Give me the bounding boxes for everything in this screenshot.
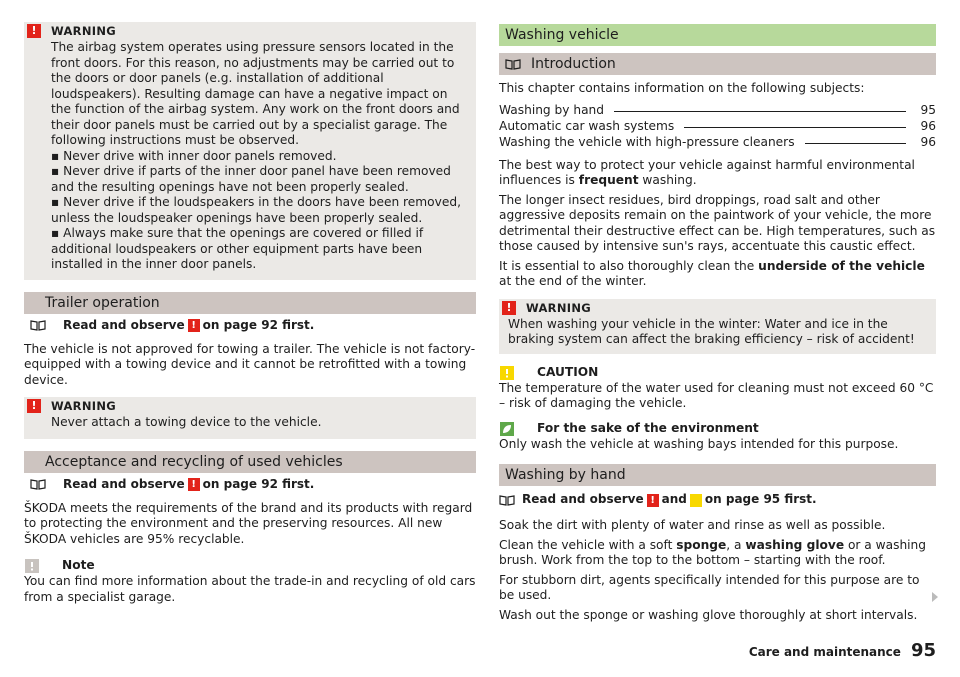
note-body: You can find more information about the trade-in and recycling of old cars from a specialist garage.	[24, 574, 476, 604]
warning-title: WARNING	[51, 24, 116, 39]
warning-title: WARNING	[526, 300, 591, 315]
toc-row[interactable]	[499, 103, 936, 119]
warning-title: WARNING	[51, 399, 116, 414]
trailer-read-observe: Read and observe ! on page 92 first.	[24, 318, 476, 334]
intro-lead: This chapter contains information on the following subjects:	[499, 81, 865, 95]
warning-body: When washing your vehicle in the winter: Water and ice in the braking system can affect the braking efficiency – risk of accident!	[508, 316, 915, 346]
toc-leader	[805, 143, 906, 144]
hand-paragraph-3: For stubborn dirt, agents specifically intended for this purpose are to be used.	[499, 572, 920, 602]
intro-heading: Introduction	[499, 53, 936, 75]
hand-read-observe: Read and observe ! and on page 95 first.	[499, 492, 936, 508]
toc-label[interactable]: Washing by hand	[499, 102, 605, 117]
continue-arrow-icon	[932, 592, 938, 602]
bullet-icon: ▪	[51, 195, 64, 209]
warning-item: ▪ Never drive if the loudspeakers in the doors have been removed, unless the loudspeaker openings have been properly sealed.	[51, 195, 461, 225]
book-icon	[499, 495, 515, 506]
trailer-heading: Trailer operation	[24, 292, 476, 314]
caution-heading: CAUTION	[499, 365, 936, 381]
paragraph-frequent: The best way to protect your vehicle against harmful environmental influences is frequent washing.	[499, 157, 915, 187]
chapter-heading: Washing vehicle	[499, 24, 936, 46]
page-footer	[748, 640, 936, 661]
toc-row[interactable]	[499, 135, 936, 151]
toc-label[interactable]: Automatic car wash systems	[499, 118, 675, 133]
book-icon	[505, 59, 521, 70]
recycling-body: ŠKODA meets the requirements of the brand and its products with regard to protecting the environment and the preserving resources. All new ŠKODA vehicles are 95% recyclable.	[24, 500, 473, 546]
warning-item: ▪ Always make sure that the openings are covered or filled if additional loudspeakers or other equipment parts have been installed in the inner door panels.	[51, 226, 424, 271]
warning-ref-icon[interactable]: !	[188, 319, 200, 332]
winter-warning-box	[499, 299, 936, 354]
book-icon	[30, 479, 46, 490]
trailer-body: The vehicle is not approved for towing a trailer. The vehicle is not factory-equipped with a towing device and it cannot be retrofitted with a towing device.	[24, 341, 476, 387]
warning-body: Never attach a towing device to the vehicle.	[51, 415, 322, 429]
hand-paragraph-4: Wash out the sponge or washing glove thoroughly at short intervals.	[499, 607, 918, 622]
paragraph-residues: The longer insect residues, bird droppings, road salt and other aggressive deposits remain on the paintwork of your vehicle, the more detrimental their destructive effect can be. High temperatures, such as those caused by intensive sun's rays, accentuate this caustic effect.	[499, 192, 936, 253]
caution-icon	[500, 366, 514, 380]
caution-ref-icon[interactable]	[690, 494, 702, 507]
toc-leader	[684, 127, 906, 128]
toc-page[interactable]: 96	[920, 134, 936, 149]
bullet-icon: ▪	[51, 226, 64, 240]
book-icon	[30, 320, 46, 331]
environment-heading: For the sake of the environment	[499, 421, 936, 437]
left-column	[24, 0, 476, 605]
recycling-read-observe: Read and observe ! on page 92 first.	[24, 477, 476, 493]
warning-icon: !	[27, 399, 41, 413]
footer-section-label: Care and maintenance	[748, 645, 901, 659]
toc-leader	[614, 111, 906, 112]
warning-ref-icon[interactable]: !	[647, 494, 659, 507]
paragraph-underside: It is essential to also thoroughly clean the underside of the vehicle at the end of the winter.	[499, 258, 925, 288]
warning-item: ▪ Never drive if parts of the inner door panel have been removed and the resulting openings have not been properly sealed.	[51, 164, 451, 194]
bullet-icon: ▪	[51, 164, 64, 178]
toc-row[interactable]	[499, 119, 936, 135]
toc-page[interactable]: 95	[920, 102, 936, 117]
bullet-icon: ▪	[51, 148, 64, 163]
recycling-heading: Acceptance and recycling of used vehicles	[24, 451, 476, 473]
trailer-warning-box	[24, 397, 476, 439]
hand-paragraph-1: Soak the dirt with plenty of water and rinse as well as possible.	[499, 518, 886, 532]
warning-item: ▪ Never drive with inner door panels removed.	[51, 148, 337, 163]
warning-icon: !	[502, 301, 516, 315]
toc-label[interactable]: Washing the vehicle with high-pressure cleaners	[499, 134, 795, 149]
hand-paragraph-2: Clean the vehicle with a soft sponge, a washing glove or a washing brush. Work from the top to the bottom – starting with the roof.	[499, 537, 927, 567]
leaf-icon	[500, 422, 514, 436]
caution-body: The temperature of the water used for cleaning must not exceed 60 °C – risk of damaging the vehicle.	[499, 380, 934, 410]
note-heading: Note	[24, 558, 476, 574]
warning-icon: !	[27, 24, 41, 38]
warning-body: The airbag system operates using pressure sensors located in the front doors. For this reason, no adjustments may be carried out to the doors or door panels (e.g. installation of additional loudspeakers). Resulting damage can have a negative impact on the function of the airbag system. Any work on the front doors and their door panels must be carried out by a specialist garage. The following instructions must be observed.	[51, 40, 460, 147]
toc-page[interactable]: 96	[920, 118, 936, 133]
warning-ref-icon[interactable]: !	[188, 478, 200, 491]
airbag-warning-box	[24, 22, 476, 280]
page-number: 95	[910, 640, 936, 661]
right-column	[499, 0, 936, 623]
note-icon	[25, 559, 39, 573]
washing-by-hand-heading: Washing by hand	[499, 464, 936, 486]
environment-body: Only wash the vehicle at washing bays intended for this purpose.	[499, 436, 899, 451]
